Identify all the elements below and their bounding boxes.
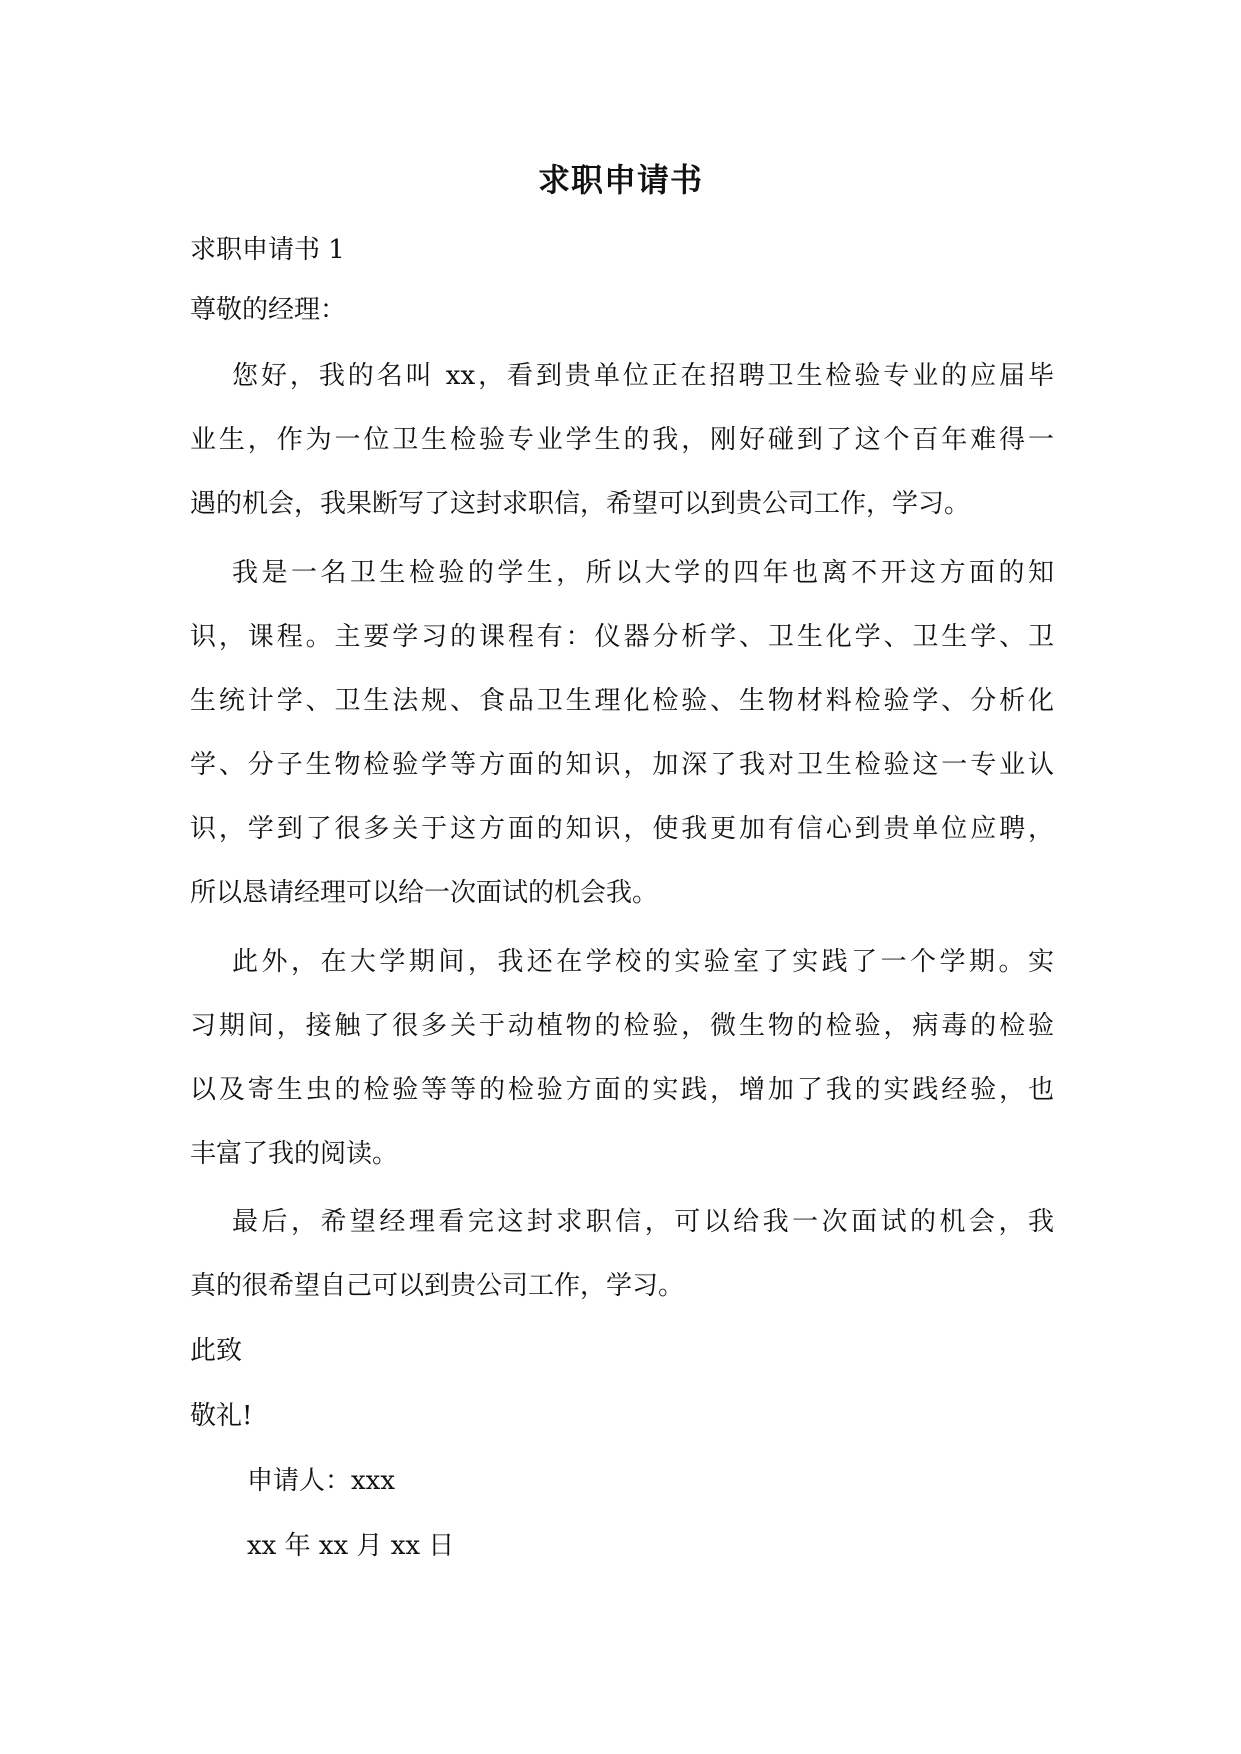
paragraph-3-line-2: 习期间，接触了很多关于动植物的检验，微生物的检验，病毒的检验 <box>190 1011 1054 1041</box>
paragraph-4-line-2: 真的很希望自己可以到贵公司工作，学习。 <box>190 1271 685 1301</box>
paragraph-1-line-2: 业生，作为一位卫生检验专业学生的我，刚好碰到了这个百年难得一 <box>190 425 1054 455</box>
closing-regards: 此致 <box>190 1336 243 1366</box>
salutation: 尊敬的经理： <box>190 295 347 325</box>
applicant-signature: 申请人：xxx <box>247 1466 395 1496</box>
paragraph-1-line-1: 您好，我的名叫 xx，看到贵单位正在招聘卫生检验专业的应届毕 <box>232 361 1054 391</box>
paragraph-2-line-1: 我是一名卫生检验的学生，所以大学的四年也离不开这方面的知 <box>232 558 1054 588</box>
paragraph-2-line-4: 学、分子生物检验学等方面的知识，加深了我对卫生检验这一专业认 <box>190 750 1054 780</box>
letter-date: xx 年 xx 月 xx 日 <box>247 1531 455 1561</box>
document-title: 求职申请书 <box>537 161 703 199</box>
paragraph-2-line-2: 识，课程。主要学习的课程有：仪器分析学、卫生化学、卫生学、卫 <box>190 622 1054 652</box>
paragraph-2-line-3: 生统计学、卫生法规、食品卫生理化检验、生物材料检验学、分析化 <box>190 686 1054 716</box>
paragraph-3-line-4: 丰富了我的阅读。 <box>190 1139 399 1169</box>
paragraph-4-line-1: 最后，希望经理看完这封求职信，可以给我一次面试的机会，我 <box>232 1207 1054 1237</box>
paragraph-2-line-6: 所以恳请经理可以给一次面试的机会我。 <box>190 878 659 908</box>
paragraph-3-line-1: 此外，在大学期间，我还在学校的实验室了实践了一个学期。实 <box>232 947 1054 977</box>
paragraph-1-line-3: 遇的机会，我果断写了这封求职信，希望可以到贵公司工作，学习。 <box>190 489 971 519</box>
closing-salute: 敬礼! <box>190 1401 253 1431</box>
paragraph-3-line-3: 以及寄生虫的检验等等的检验方面的实践，增加了我的实践经验，也 <box>190 1075 1054 1105</box>
paragraph-2-line-5: 识，学到了很多关于这方面的知识，使我更加有信心到贵单位应聘， <box>190 814 1054 844</box>
letter-subtitle: 求职申请书 1 <box>190 235 345 265</box>
